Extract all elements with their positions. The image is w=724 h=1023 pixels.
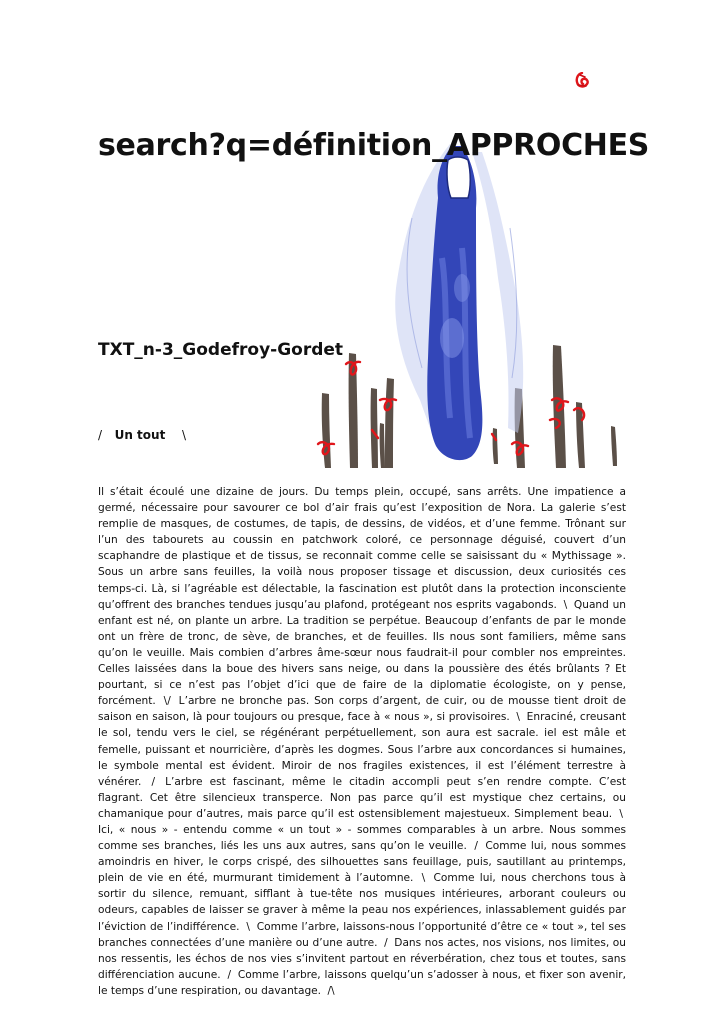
trunk: [385, 378, 394, 468]
text-segment: Enraciné, creusant le sol, tendu vers le ciel, se régénérant perpétuellement, son aura est sacrale. iel est mâle et femelle, puissant et nourricière, d’après les dogmes. Sous l’arbre aux concordances si humaines, le symbole mental est évident. Miroir de nos fragiles existences, il est l’élément terrestre à vénérer.: [98, 711, 626, 788]
trunk: [322, 393, 331, 468]
page-title: search?q=définition_APPROCHES: [98, 128, 650, 163]
separator-mark: /: [227, 968, 232, 981]
text-segment: Comme l’arbre, laissons quelqu’un s’adosser à nous, et fixer son avenir, le temps d’une respiration, ou davantage.: [98, 968, 626, 997]
separator-mark: \: [516, 711, 520, 724]
trunk: [493, 428, 498, 464]
text-segment: Il s’était écoulé une dizaine de jours. Du temps plein, occupé, sans arrêts. Une impatience a germé, nécessaire pour savourer ce bol d’air frais qu’est l’exposition de Nora. La galerie s’est remplie de masques, de costumes, de tapis, de dessins, de vidéos, et d’une femme. Trônant sur l’un des tabourets au coussin en patchwork coloré, ce personnage déguisé, couvert d’un scaphandre de plastique et de tissus, se reconnait comme celle se saisissant du « Mythissage ». Sous un arbre sans feuilles, la voilà nous proposer tissage et discussion, deux curiosités ces temps-ci. Là, si l’agréable est délectable, la fascination est plutôt dans la protection inconsciente qu’offrent des branches tendues jusqu’au plafond, protégeant nos esprits vagabonds.: [98, 486, 626, 611]
trunk: [371, 388, 378, 468]
body-paragraph: [98, 484, 626, 999]
text-segment: Comme lui, nous cherchons tous à sortir du silence, remuant, sifflant à tue-tête nos musiques intérieures, arborant couleurs ou odeurs, capables de laisser se graver à même la peau nos expériences, inlassablement guidés par l’éviction de l’indifférence.: [98, 872, 626, 933]
text-segment: L’arbre est fascinant, même le citadin accompli peut s’en rendre compte. C’est flagrant. Cet être silencieux transperce. Non pas parce qu’il est mystique chez certains, ou chamanique pour d’autres, mais parce qu’il est ostensiblement majestueux. Simplement beau.: [98, 775, 626, 820]
veiled-figure-illustration: [312, 138, 630, 470]
text-segment: Comme lui, nous sommes amoindris en hiver, le corps crispé, des silhouettes sans feuillage, puis, sautillant au printemps, plein de vie en été, murmurant timidement à l’automne.: [98, 840, 626, 885]
separator-mark: \: [246, 920, 250, 933]
section-close-mark: \: [182, 428, 187, 442]
trunk: [611, 426, 617, 466]
separator-mark: /\: [327, 984, 335, 997]
separator-mark: /: [384, 936, 388, 949]
trunk: [380, 423, 385, 468]
separator-mark: /: [151, 775, 156, 788]
separator-mark: \: [619, 807, 623, 820]
text-segment: Ici, « nous » - entendu comme « un tout » - sommes comparables à un arbre. Nous sommes comme ses branches, liés les uns aux autres, sans qu’on le veuille.: [98, 823, 626, 853]
text-segment: Quand un enfant est né, on plante un arbre. La tradition se perpétue. Beaucoup d’enfants de par le monde ont un frère de tronc, de sève, de branches, et de feuilles. Ils nous sont familiers, même sans qu’on le veuille. Mais combien d’arbres âme-sœur nous faudrait-il pour combler nos empreintes. Celles laissées dans la boue des hivers sans neige, ou dans la poussière des étés brûlants ? Et pourtant, si ce n’est pas l’objet d’ici que de faire de la diplomatie écologiste, on y pense, forcément.: [98, 598, 627, 708]
face-opening: [447, 157, 470, 198]
document-subtitle: TXT_n-3_Godefroy-Gordet: [98, 340, 344, 360]
separator-mark: \/: [163, 695, 171, 708]
red-scribble-logo-icon: [574, 72, 590, 90]
section-heading: [98, 428, 186, 442]
text-segment: Comme l’arbre, laissons-nous l’opportunité d’être ce « tout », tel ses branches connectées d’une manière ou d’une autre.: [98, 920, 626, 949]
section-heading-text: Un tout: [114, 428, 166, 442]
text-segment: Dans nos actes, nos visions, nos limites, ou nos ressentis, les échos de nos vies s’invitent partout en réverbération, chez tous et toutes, sans différenciation aucune.: [98, 936, 627, 981]
separator-mark: \: [421, 872, 426, 885]
separator-mark: /: [474, 840, 478, 853]
section-open-mark: /: [98, 428, 103, 442]
separator-mark: \: [563, 598, 568, 611]
text-segment: L’arbre ne bronche pas. Son corps d’argent, de cuir, ou de mousse tient droit de saison en saison, là pour toujours ou presque, face à « nous », si provisoires.: [98, 695, 627, 724]
